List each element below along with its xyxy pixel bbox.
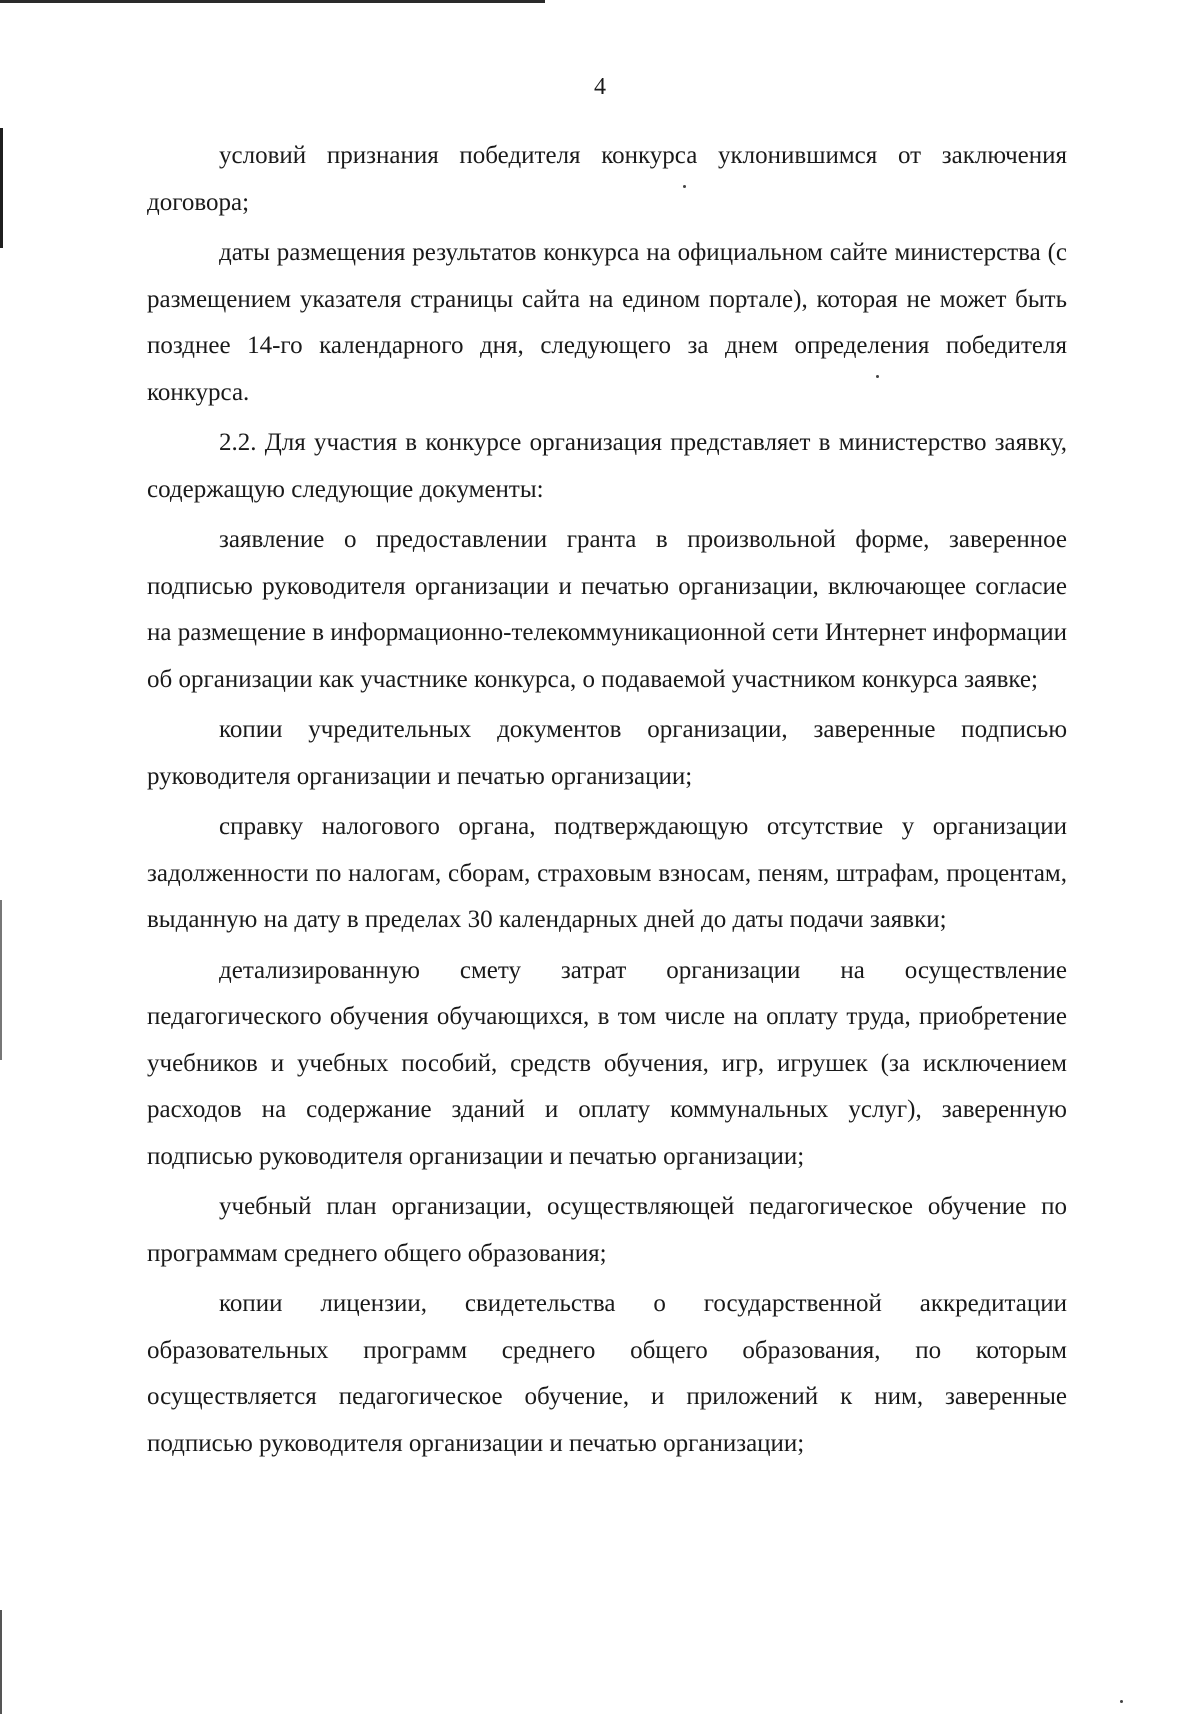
paragraph: условий признания победителя конкурса уклонившимся от заключения договора;	[147, 142, 1067, 216]
scan-left-edge-mark	[0, 1610, 2, 1714]
paragraph: справку налогового органа, подтверждающую отсутствие у организации задолженности по налогам, сборам, страховым взносам, пеням, штрафам, процентам, выданную на дату в пределах 30 календарных дней до даты подачи заявки;	[147, 813, 1067, 933]
paragraph: 2.2. Для участия в конкурсе организация представляет в министерство заявку, содержащую следующие документы:	[147, 429, 1067, 503]
scan-left-edge-mark	[0, 128, 3, 248]
paragraph: детализированную смету затрат организации на осуществление педагогического обучения обучающихся, в том числе на оплату труда, приобретение учебников и учебных пособий, средств обучения, игр, игрушек (за исключением расходов на содержание зданий и оплату коммунальных услуг), заверенную подписью руководителя организации и печатью организации;	[147, 956, 1067, 1170]
paragraph: копии учредительных документов организации, заверенные подписью руководителя организации и печатью организации;	[147, 716, 1067, 790]
document-body	[147, 133, 1067, 1471]
page-number: 4	[594, 74, 606, 100]
scan-top-edge-line	[0, 0, 545, 3]
paragraph: учебный план организации, осуществляющей педагогическое обучение по программам среднего общего образования;	[147, 1193, 1067, 1267]
paragraph: заявление о предоставлении гранта в произвольной форме, заверенное подписью руководителя организации и печатью организации, включающее согласие на размещение в информационно-телекоммуникационной сети Интернет информации об организации как участнике конкурса, о подаваемой участником конкурса заявке;	[147, 526, 1067, 693]
paragraph: копии лицензии, свидетельства о государственной аккредитации образовательных программ среднего общего образования, по которым осуществляется педагогическое обучение, и приложений к ним, заверенные подписью руководителя организации и печатью организации;	[147, 1290, 1067, 1457]
scan-speck	[1120, 1700, 1123, 1703]
paragraph: даты размещения результатов конкурса на официальном сайте министерства (с размещением указателя страницы сайта на едином портале), которая не может быть позднее 14-го календарного дня, следующего за днем определения победителя конкурса.	[147, 239, 1067, 406]
scan-left-edge-mark	[0, 900, 2, 1060]
